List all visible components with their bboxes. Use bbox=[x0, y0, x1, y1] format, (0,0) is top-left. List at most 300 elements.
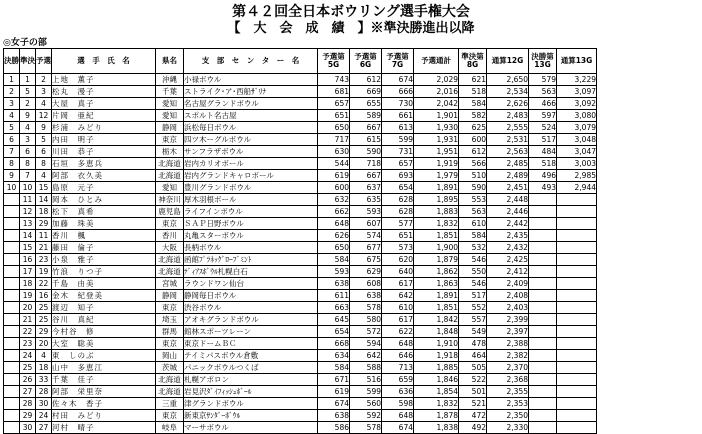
prefecture-cell: 北海道 bbox=[156, 170, 184, 182]
prelim-total-cell: 1,885 bbox=[414, 362, 459, 374]
semi-g8-cell: 610 bbox=[459, 218, 487, 230]
final-g13-cell bbox=[529, 290, 557, 302]
prelim-g7-cell: 610 bbox=[382, 302, 414, 314]
player-name-cell: 片岡 亜紀 bbox=[52, 110, 156, 122]
grand-total-cell bbox=[557, 338, 597, 350]
prefecture-cell: 埼玉 bbox=[156, 314, 184, 326]
prelim-g6-cell: 516 bbox=[350, 374, 382, 386]
center-name-cell: 岩内グランドキャロボール bbox=[184, 170, 318, 182]
semi-place-cell: 18 bbox=[20, 278, 36, 290]
final-g13-cell bbox=[529, 338, 557, 350]
prelim-g5-cell: 650 bbox=[318, 122, 350, 134]
prelim-place-cell: 18 bbox=[36, 206, 52, 218]
final-g13-cell bbox=[529, 374, 557, 386]
center-name-cell: 津グランドボウル bbox=[184, 398, 318, 410]
prelim-place-cell: 5 bbox=[36, 134, 52, 146]
prelim-g7-cell: 666 bbox=[382, 86, 414, 98]
prefecture-cell: 群馬 bbox=[156, 326, 184, 338]
final-g13-cell: 597 bbox=[529, 110, 557, 122]
semi-g8-cell: 501 bbox=[459, 386, 487, 398]
header-prelim-g7: 予選第7G bbox=[382, 49, 414, 74]
final-g13-cell: 493 bbox=[529, 182, 557, 194]
center-name-cell: ストライク･ア･西船ｻﾞﾘﾅ bbox=[184, 86, 318, 98]
prelim-total-cell: 1,891 bbox=[414, 182, 459, 194]
grand-total-cell bbox=[557, 302, 597, 314]
prefecture-cell: 茨城 bbox=[156, 362, 184, 374]
prelim-g7-cell: 661 bbox=[382, 110, 414, 122]
player-name-cell: 渡辺 知子 bbox=[52, 302, 156, 314]
semi-place-cell: 26 bbox=[20, 374, 36, 386]
grand-total-cell bbox=[557, 314, 597, 326]
prelim-g7-cell: 628 bbox=[382, 206, 414, 218]
table-row bbox=[4, 422, 597, 434]
table-row bbox=[4, 410, 597, 422]
final-g13-cell bbox=[529, 422, 557, 434]
cum-total-cell: 2,368 bbox=[487, 374, 529, 386]
grand-total-cell bbox=[557, 218, 597, 230]
prelim-total-cell: 1,919 bbox=[414, 158, 459, 170]
cum-total-cell: 2,435 bbox=[487, 230, 529, 242]
semi-place-cell: 14 bbox=[20, 230, 36, 242]
semi-place-cell: 12 bbox=[20, 206, 36, 218]
prelim-total-cell: 1,863 bbox=[414, 278, 459, 290]
final-place-cell bbox=[4, 194, 20, 206]
semi-place-cell: 22 bbox=[20, 326, 36, 338]
table-row bbox=[4, 194, 597, 206]
semi-place-cell: 4 bbox=[20, 122, 36, 134]
final-g13-cell bbox=[529, 230, 557, 242]
semi-place-cell: 7 bbox=[20, 170, 36, 182]
prelim-g7-cell: 731 bbox=[382, 146, 414, 158]
prelim-total-cell: 1,901 bbox=[414, 110, 459, 122]
prelim-total-cell: 1,951 bbox=[414, 146, 459, 158]
results-body bbox=[4, 74, 597, 434]
final-place-cell: 1 bbox=[4, 74, 20, 86]
prelim-g7-cell: 674 bbox=[382, 74, 414, 86]
grand-total-cell bbox=[557, 242, 597, 254]
cum-total-cell: 2,425 bbox=[487, 254, 529, 266]
table-row bbox=[4, 74, 597, 86]
cum-total-cell: 2,397 bbox=[487, 326, 529, 338]
prelim-g7-cell: 613 bbox=[382, 122, 414, 134]
final-place-cell bbox=[4, 326, 20, 338]
prelim-g5-cell: 717 bbox=[318, 134, 350, 146]
prelim-total-cell: 1,910 bbox=[414, 338, 459, 350]
header-semi-g8: 準決第8G bbox=[459, 49, 487, 74]
final-g13-cell: 518 bbox=[529, 158, 557, 170]
prefecture-cell: 東京 bbox=[156, 338, 184, 350]
table-row bbox=[4, 350, 597, 362]
grand-total-cell bbox=[557, 254, 597, 266]
semi-place-cell: 23 bbox=[20, 338, 36, 350]
final-place-cell bbox=[4, 254, 20, 266]
table-row bbox=[4, 266, 597, 278]
final-g13-cell: 563 bbox=[529, 86, 557, 98]
final-place-cell bbox=[4, 230, 20, 242]
cum-total-cell: 2,451 bbox=[487, 182, 529, 194]
center-name-cell: スポルト名古屋 bbox=[184, 110, 318, 122]
semi-place-cell: 10 bbox=[20, 182, 36, 194]
final-g13-cell bbox=[529, 326, 557, 338]
prelim-total-cell: 1,900 bbox=[414, 242, 459, 254]
table-row bbox=[4, 278, 597, 290]
final-place-cell bbox=[4, 410, 20, 422]
prelim-total-cell: 1,842 bbox=[414, 314, 459, 326]
final-g13-cell bbox=[529, 218, 557, 230]
prelim-place-cell: 27 bbox=[36, 422, 52, 434]
semi-place-cell: 27 bbox=[20, 386, 36, 398]
player-name-cell: 東 しのぶ bbox=[52, 350, 156, 362]
table-row bbox=[4, 254, 597, 266]
table-row bbox=[4, 146, 597, 158]
prelim-place-cell: 4 bbox=[36, 98, 52, 110]
grand-total-cell: 3,080 bbox=[557, 110, 597, 122]
final-place-cell bbox=[4, 206, 20, 218]
final-place-cell bbox=[4, 338, 20, 350]
prelim-total-cell: 1,848 bbox=[414, 326, 459, 338]
prefecture-cell: 静岡 bbox=[156, 290, 184, 302]
prefecture-cell: 東京 bbox=[156, 302, 184, 314]
final-g13-cell: 496 bbox=[529, 170, 557, 182]
prefecture-cell: 三重 bbox=[156, 398, 184, 410]
cum-total-cell: 2,563 bbox=[487, 146, 529, 158]
table-row bbox=[4, 158, 597, 170]
grand-total-cell: 3,079 bbox=[557, 122, 597, 134]
final-place-cell: 6 bbox=[4, 134, 20, 146]
cum-total-cell: 2,483 bbox=[487, 110, 529, 122]
page-subtitle: 【 大 会 成 績 】※準決勝進出以降 bbox=[227, 21, 475, 36]
prelim-g5-cell: 634 bbox=[318, 350, 350, 362]
final-place-cell: 8 bbox=[4, 158, 20, 170]
table-row bbox=[4, 314, 597, 326]
center-name-cell: 新東京ｻﾝﾀﾞｰﾎﾞｳﾙ bbox=[184, 410, 318, 422]
final-place-cell bbox=[4, 242, 20, 254]
prelim-g6-cell: 655 bbox=[350, 98, 382, 110]
section-label: ◎女子の部 bbox=[3, 38, 47, 48]
prelim-place-cell: 16 bbox=[36, 290, 52, 302]
header-prelim-g5: 予選第5G bbox=[318, 49, 350, 74]
final-place-cell bbox=[4, 422, 20, 434]
cum-total-cell: 2,370 bbox=[487, 362, 529, 374]
cum-total-cell: 2,403 bbox=[487, 302, 529, 314]
prefecture-cell: 北海道 bbox=[156, 266, 184, 278]
header-semi: 準決 bbox=[20, 49, 36, 74]
table-row bbox=[4, 362, 597, 374]
player-name-cell: 内田 明子 bbox=[52, 134, 156, 146]
prelim-place-cell: 19 bbox=[36, 266, 52, 278]
final-g13-cell bbox=[529, 242, 557, 254]
table-row bbox=[4, 206, 597, 218]
prelim-g7-cell: 646 bbox=[382, 350, 414, 362]
prelim-total-cell: 1,832 bbox=[414, 218, 459, 230]
semi-g8-cell: 621 bbox=[459, 74, 487, 86]
final-place-cell bbox=[4, 278, 20, 290]
player-name-cell: 川田 恭子 bbox=[52, 146, 156, 158]
grand-total-cell bbox=[557, 290, 597, 302]
final-g13-cell: 524 bbox=[529, 122, 557, 134]
prefecture-cell: 香川 bbox=[156, 230, 184, 242]
center-name-cell: ＳＡＰ日野ボウル bbox=[184, 218, 318, 230]
semi-g8-cell: 590 bbox=[459, 182, 487, 194]
prelim-place-cell: 3 bbox=[36, 86, 52, 98]
prelim-g7-cell: 730 bbox=[382, 98, 414, 110]
prelim-place-cell: 4 bbox=[36, 350, 52, 362]
center-name-cell: 豊川グランドボウル bbox=[184, 182, 318, 194]
center-name-cell: 長柄ボウル bbox=[184, 242, 318, 254]
prelim-g5-cell: 638 bbox=[318, 410, 350, 422]
table-row bbox=[4, 326, 597, 338]
prelim-g5-cell: 671 bbox=[318, 374, 350, 386]
final-g13-cell bbox=[529, 302, 557, 314]
final-place-cell bbox=[4, 398, 20, 410]
prelim-g5-cell: 611 bbox=[318, 290, 350, 302]
table-row bbox=[4, 290, 597, 302]
center-name-cell: マーサボウル bbox=[184, 422, 318, 434]
final-g13-cell bbox=[529, 362, 557, 374]
table-row bbox=[4, 218, 597, 230]
final-g13-cell bbox=[529, 350, 557, 362]
final-place-cell: 2 bbox=[4, 86, 20, 98]
prelim-place-cell: 18 bbox=[36, 362, 52, 374]
prelim-g6-cell: 667 bbox=[350, 170, 382, 182]
player-name-cell: 松丸 漫子 bbox=[52, 86, 156, 98]
prelim-total-cell: 1,854 bbox=[414, 386, 459, 398]
grand-total-cell: 3,229 bbox=[557, 74, 597, 86]
player-name-cell: 今村谷 修 bbox=[52, 326, 156, 338]
cum-total-cell: 2,446 bbox=[487, 206, 529, 218]
final-place-cell bbox=[4, 302, 20, 314]
prelim-total-cell: 2,042 bbox=[414, 98, 459, 110]
cum-total-cell: 2,489 bbox=[487, 170, 529, 182]
prelim-g7-cell: 617 bbox=[382, 278, 414, 290]
semi-place-cell: 21 bbox=[20, 314, 36, 326]
semi-g8-cell: 518 bbox=[459, 86, 487, 98]
prelim-g6-cell: 599 bbox=[350, 386, 382, 398]
player-name-cell: 藤田 倫子 bbox=[52, 242, 156, 254]
prelim-g6-cell: 590 bbox=[350, 146, 382, 158]
prelim-place-cell: 29 bbox=[36, 326, 52, 338]
semi-g8-cell: 510 bbox=[459, 170, 487, 182]
prelim-total-cell: 1,832 bbox=[414, 398, 459, 410]
prelim-g6-cell: 578 bbox=[350, 422, 382, 434]
prelim-g6-cell: 669 bbox=[350, 86, 382, 98]
prelim-total-cell: 1,878 bbox=[414, 410, 459, 422]
grand-total-cell bbox=[557, 386, 597, 398]
cum-total-cell: 2,355 bbox=[487, 386, 529, 398]
grand-total-cell bbox=[557, 422, 597, 434]
prelim-g5-cell: 638 bbox=[318, 278, 350, 290]
results-table bbox=[3, 48, 597, 434]
prelim-g5-cell: 600 bbox=[318, 182, 350, 194]
grand-total-cell bbox=[557, 350, 597, 362]
player-name-cell: 小泉 雅子 bbox=[52, 254, 156, 266]
grand-total-cell bbox=[557, 194, 597, 206]
prelim-place-cell: 12 bbox=[36, 110, 52, 122]
final-g13-cell bbox=[529, 266, 557, 278]
prelim-place-cell: 30 bbox=[36, 398, 52, 410]
final-place-cell: 10 bbox=[4, 182, 20, 194]
prelim-total-cell: 1,851 bbox=[414, 230, 459, 242]
prelim-place-cell: 22 bbox=[36, 278, 52, 290]
center-name-cell: ﾃﾞｨｱｽﾎﾞｳﾙ札幌白石 bbox=[184, 266, 318, 278]
semi-place-cell: 8 bbox=[20, 158, 36, 170]
player-name-cell: 香川 楓 bbox=[52, 230, 156, 242]
semi-g8-cell: 517 bbox=[459, 290, 487, 302]
final-place-cell bbox=[4, 218, 20, 230]
prelim-place-cell: 4 bbox=[36, 170, 52, 182]
prelim-g5-cell: 632 bbox=[318, 194, 350, 206]
prelim-place-cell: 21 bbox=[36, 242, 52, 254]
semi-g8-cell: 553 bbox=[459, 194, 487, 206]
prelim-place-cell: 29 bbox=[36, 218, 52, 230]
final-g13-cell bbox=[529, 278, 557, 290]
prefecture-cell: 大阪 bbox=[156, 242, 184, 254]
final-g13-cell: 484 bbox=[529, 146, 557, 158]
prelim-place-cell: 25 bbox=[36, 314, 52, 326]
prelim-g5-cell: 681 bbox=[318, 86, 350, 98]
final-g13-cell bbox=[529, 254, 557, 266]
grand-total-cell: 3,047 bbox=[557, 146, 597, 158]
prefecture-cell: 北海道 bbox=[156, 374, 184, 386]
player-name-cell: 佐々木 香子 bbox=[52, 398, 156, 410]
prelim-g6-cell: 629 bbox=[350, 266, 382, 278]
table-row bbox=[4, 110, 597, 122]
prelim-g5-cell: 674 bbox=[318, 398, 350, 410]
prelim-g5-cell: 630 bbox=[318, 146, 350, 158]
prelim-total-cell: 1,862 bbox=[414, 266, 459, 278]
header-prelim: 予選 bbox=[36, 49, 52, 74]
prelim-g5-cell: 651 bbox=[318, 110, 350, 122]
final-g13-cell: 466 bbox=[529, 98, 557, 110]
player-name-cell: 石垣 多恵兵 bbox=[52, 158, 156, 170]
semi-g8-cell: 505 bbox=[459, 362, 487, 374]
prelim-g7-cell: 713 bbox=[382, 362, 414, 374]
player-name-cell: 金木 紀登美 bbox=[52, 290, 156, 302]
center-name-cell: 名古屋グランドボウル bbox=[184, 98, 318, 110]
prelim-g5-cell: 619 bbox=[318, 386, 350, 398]
grand-total-cell: 3,003 bbox=[557, 158, 597, 170]
prelim-g5-cell: 586 bbox=[318, 422, 350, 434]
prelim-g5-cell: 663 bbox=[318, 302, 350, 314]
grand-total-cell bbox=[557, 362, 597, 374]
player-name-cell: 岡本 ひとみ bbox=[52, 194, 156, 206]
final-g13-cell bbox=[529, 206, 557, 218]
header-name: 選 手 氏 名 bbox=[52, 49, 156, 74]
semi-g8-cell: 600 bbox=[459, 134, 487, 146]
cum-total-cell: 2,432 bbox=[487, 242, 529, 254]
grand-total-cell bbox=[557, 278, 597, 290]
prelim-g6-cell: 637 bbox=[350, 182, 382, 194]
semi-place-cell: 9 bbox=[20, 110, 36, 122]
semi-g8-cell: 550 bbox=[459, 266, 487, 278]
prelim-g7-cell: 657 bbox=[382, 158, 414, 170]
prelim-g6-cell: 589 bbox=[350, 110, 382, 122]
cum-total-cell: 2,650 bbox=[487, 74, 529, 86]
prelim-place-cell: 24 bbox=[36, 410, 52, 422]
final-g13-cell bbox=[529, 398, 557, 410]
table-row bbox=[4, 134, 597, 146]
center-name-cell: 厚木羽根ボール bbox=[184, 194, 318, 206]
center-name-cell: 浜松毎日ボウル bbox=[184, 122, 318, 134]
prelim-g5-cell: 654 bbox=[318, 326, 350, 338]
prelim-place-cell: 28 bbox=[36, 386, 52, 398]
prefecture-cell: 愛知 bbox=[156, 98, 184, 110]
final-g13-cell bbox=[529, 314, 557, 326]
semi-g8-cell: 532 bbox=[459, 242, 487, 254]
prelim-place-cell: 25 bbox=[36, 302, 52, 314]
prelim-place-cell: 14 bbox=[36, 194, 52, 206]
final-place-cell bbox=[4, 266, 20, 278]
prelim-g7-cell: 598 bbox=[382, 398, 414, 410]
semi-g8-cell: 521 bbox=[459, 398, 487, 410]
prelim-total-cell: 1,846 bbox=[414, 374, 459, 386]
prelim-g6-cell: 677 bbox=[350, 242, 382, 254]
grand-total-cell bbox=[557, 230, 597, 242]
semi-place-cell: 24 bbox=[20, 350, 36, 362]
table-row bbox=[4, 170, 597, 182]
prelim-total-cell: 1,879 bbox=[414, 254, 459, 266]
center-name-cell: 岩見沢ﾀﾞｲﾌｨｯｼｭﾎﾞｰﾙ bbox=[184, 386, 318, 398]
player-name-cell: 阿部 衣久美 bbox=[52, 170, 156, 182]
prefecture-cell: 静岡 bbox=[156, 122, 184, 134]
prefecture-cell: 愛知 bbox=[156, 110, 184, 122]
prelim-place-cell: 11 bbox=[36, 230, 52, 242]
final-place-cell bbox=[4, 350, 20, 362]
semi-place-cell: 16 bbox=[20, 254, 36, 266]
player-name-cell: 大屋 真子 bbox=[52, 98, 156, 110]
center-name-cell: ライフインボウル bbox=[184, 206, 318, 218]
prelim-g7-cell: 640 bbox=[382, 266, 414, 278]
player-name-cell: 山中 多恵江 bbox=[52, 362, 156, 374]
player-name-cell: 千島 由美 bbox=[52, 278, 156, 290]
header-cum-total: 通算12G bbox=[487, 49, 529, 74]
prefecture-cell: 東京 bbox=[156, 218, 184, 230]
prelim-g7-cell: 599 bbox=[382, 134, 414, 146]
prelim-g7-cell: 617 bbox=[382, 314, 414, 326]
player-name-cell: 竹浪 りつ子 bbox=[52, 266, 156, 278]
semi-g8-cell: 546 bbox=[459, 254, 487, 266]
prelim-g6-cell: 594 bbox=[350, 338, 382, 350]
prelim-g7-cell: 642 bbox=[382, 290, 414, 302]
grand-total-cell bbox=[557, 410, 597, 422]
cum-total-cell: 2,534 bbox=[487, 86, 529, 98]
center-name-cell: 岩内カリオボール bbox=[184, 158, 318, 170]
prelim-g6-cell: 574 bbox=[350, 230, 382, 242]
final-place-cell bbox=[4, 386, 20, 398]
prefecture-cell: 鹿児島 bbox=[156, 206, 184, 218]
player-name-cell: 杉浦 みどり bbox=[52, 122, 156, 134]
prelim-g6-cell: 667 bbox=[350, 122, 382, 134]
prelim-g6-cell: 635 bbox=[350, 194, 382, 206]
prelim-g6-cell: 592 bbox=[350, 410, 382, 422]
table-row bbox=[4, 302, 597, 314]
semi-g8-cell: 492 bbox=[459, 422, 487, 434]
prelim-g5-cell: 544 bbox=[318, 158, 350, 170]
cum-total-cell: 2,626 bbox=[487, 98, 529, 110]
semi-place-cell: 20 bbox=[20, 302, 36, 314]
table-row bbox=[4, 230, 597, 242]
prefecture-cell: 千葉 bbox=[156, 86, 184, 98]
prefecture-cell: 宮城 bbox=[156, 278, 184, 290]
semi-place-cell: 11 bbox=[20, 194, 36, 206]
center-name-cell: ラウンドワン仙台 bbox=[184, 278, 318, 290]
center-name-cell: 函館ﾌﾟﾗﾈｯｸﾞﾛｰﾌﾞﾐﾝﾄ bbox=[184, 254, 318, 266]
player-name-cell: 千葉 佳子 bbox=[52, 374, 156, 386]
center-name-cell: 館林スポーツレーン bbox=[184, 326, 318, 338]
prelim-g6-cell: 580 bbox=[350, 314, 382, 326]
semi-g8-cell: 472 bbox=[459, 410, 487, 422]
prelim-g7-cell: 628 bbox=[382, 194, 414, 206]
